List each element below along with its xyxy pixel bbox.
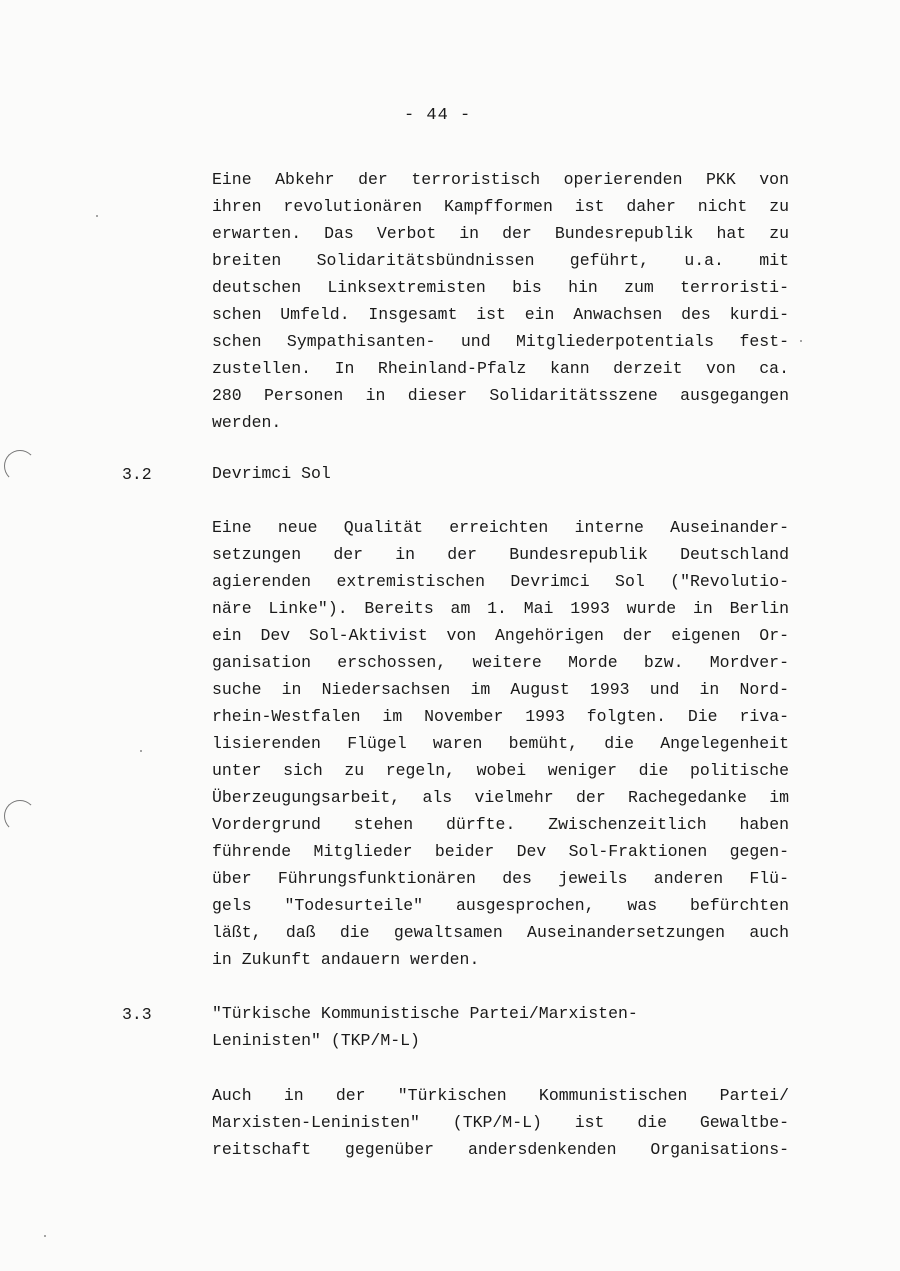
text-line: breiten Solidaritätsbündnissen geführt, u.a. mit xyxy=(212,251,789,270)
text-line: suche in Niedersachsen im August 1993 und in Nord- xyxy=(212,680,789,699)
text-line: gels "Todesurteile" ausgesprochen, was befürchten xyxy=(212,896,789,915)
intro-paragraph xyxy=(212,166,789,436)
title-line: Leninisten" (TKP/M-L) xyxy=(212,1031,420,1050)
punch-hole-mark xyxy=(4,450,36,482)
text-line: unter sich zu regeln, wobei weniger die politische xyxy=(212,761,789,780)
text-line: ganisation erschossen, weitere Morde bzw. Mordver- xyxy=(212,653,789,672)
text-line: Vordergrund stehen dürfte. Zwischenzeitlich haben xyxy=(212,815,789,834)
punch-hole-mark xyxy=(4,800,36,832)
text-line: in Zukunft andauern werden. xyxy=(212,950,480,969)
text-line: ein Dev Sol-Aktivist von Angehörigen der eigenen Or- xyxy=(212,626,789,645)
text-line: deutschen Linksextremisten bis hin zum terroristi- xyxy=(212,278,789,297)
scan-speck xyxy=(44,1235,46,1237)
text-line: über Führungsfunktionären des jeweils anderen Flü- xyxy=(212,869,789,888)
text-line: läßt, daß die gewaltsamen Auseinandersetzungen auch xyxy=(212,923,789,942)
text-line: zustellen. In Rheinland-Pfalz kann derzeit von ca. xyxy=(212,359,789,378)
section-3-3-paragraph xyxy=(212,1082,789,1163)
text-line: führende Mitglieder beider Dev Sol-Fraktionen gegen- xyxy=(212,842,789,861)
text-line: rhein-Westfalen im November 1993 folgten. Die riva- xyxy=(212,707,789,726)
scan-speck xyxy=(800,340,802,342)
text-line: Eine neue Qualität erreichten interne Auseinander- xyxy=(212,518,789,537)
text-line: setzungen der in der Bundesrepublik Deutschland xyxy=(212,545,789,564)
text-line: werden. xyxy=(212,413,282,432)
text-line: lisierenden Flügel waren bemüht, die Angelegenheit xyxy=(212,734,789,753)
text-line: schen Sympathisanten- und Mitgliederpotentials fest- xyxy=(212,332,789,351)
section-number: 3.2 xyxy=(122,465,152,484)
text-line: erwarten. Das Verbot in der Bundesrepublik hat zu xyxy=(212,224,789,243)
scan-speck xyxy=(140,750,142,752)
section-3-2-paragraph xyxy=(212,514,789,973)
section-title: Devrimci Sol xyxy=(212,464,331,483)
text-line: 280 Personen in dieser Solidaritätsszene ausgegangen xyxy=(212,386,789,405)
text-line: agierenden extremistischen Devrimci Sol ("Revolutio- xyxy=(212,572,789,591)
text-line: reitschaft gegenüber andersdenkenden Organisations- xyxy=(212,1140,789,1159)
text-line: schen Umfeld. Insgesamt ist ein Anwachsen des kurdi- xyxy=(212,305,789,324)
section-title xyxy=(212,1000,638,1054)
section-number: 3.3 xyxy=(122,1005,152,1024)
text-line: Überzeugungsarbeit, als vielmehr der Rachegedanke im xyxy=(212,788,789,807)
text-line: Eine Abkehr der terroristisch operierenden PKK von xyxy=(212,170,789,189)
title-line: "Türkische Kommunistische Partei/Marxisten- xyxy=(212,1004,638,1023)
scan-speck xyxy=(96,215,98,217)
page-number: - 44 - xyxy=(404,106,472,125)
text-line: Auch in der "Türkischen Kommunistischen Partei/ xyxy=(212,1086,789,1105)
text-line: ihren revolutionären Kampfformen ist daher nicht zu xyxy=(212,197,789,216)
text-line: näre Linke"). Bereits am 1. Mai 1993 wurde in Berlin xyxy=(212,599,789,618)
text-line: Marxisten-Leninisten" (TKP/M-L) ist die Gewaltbe- xyxy=(212,1113,789,1132)
